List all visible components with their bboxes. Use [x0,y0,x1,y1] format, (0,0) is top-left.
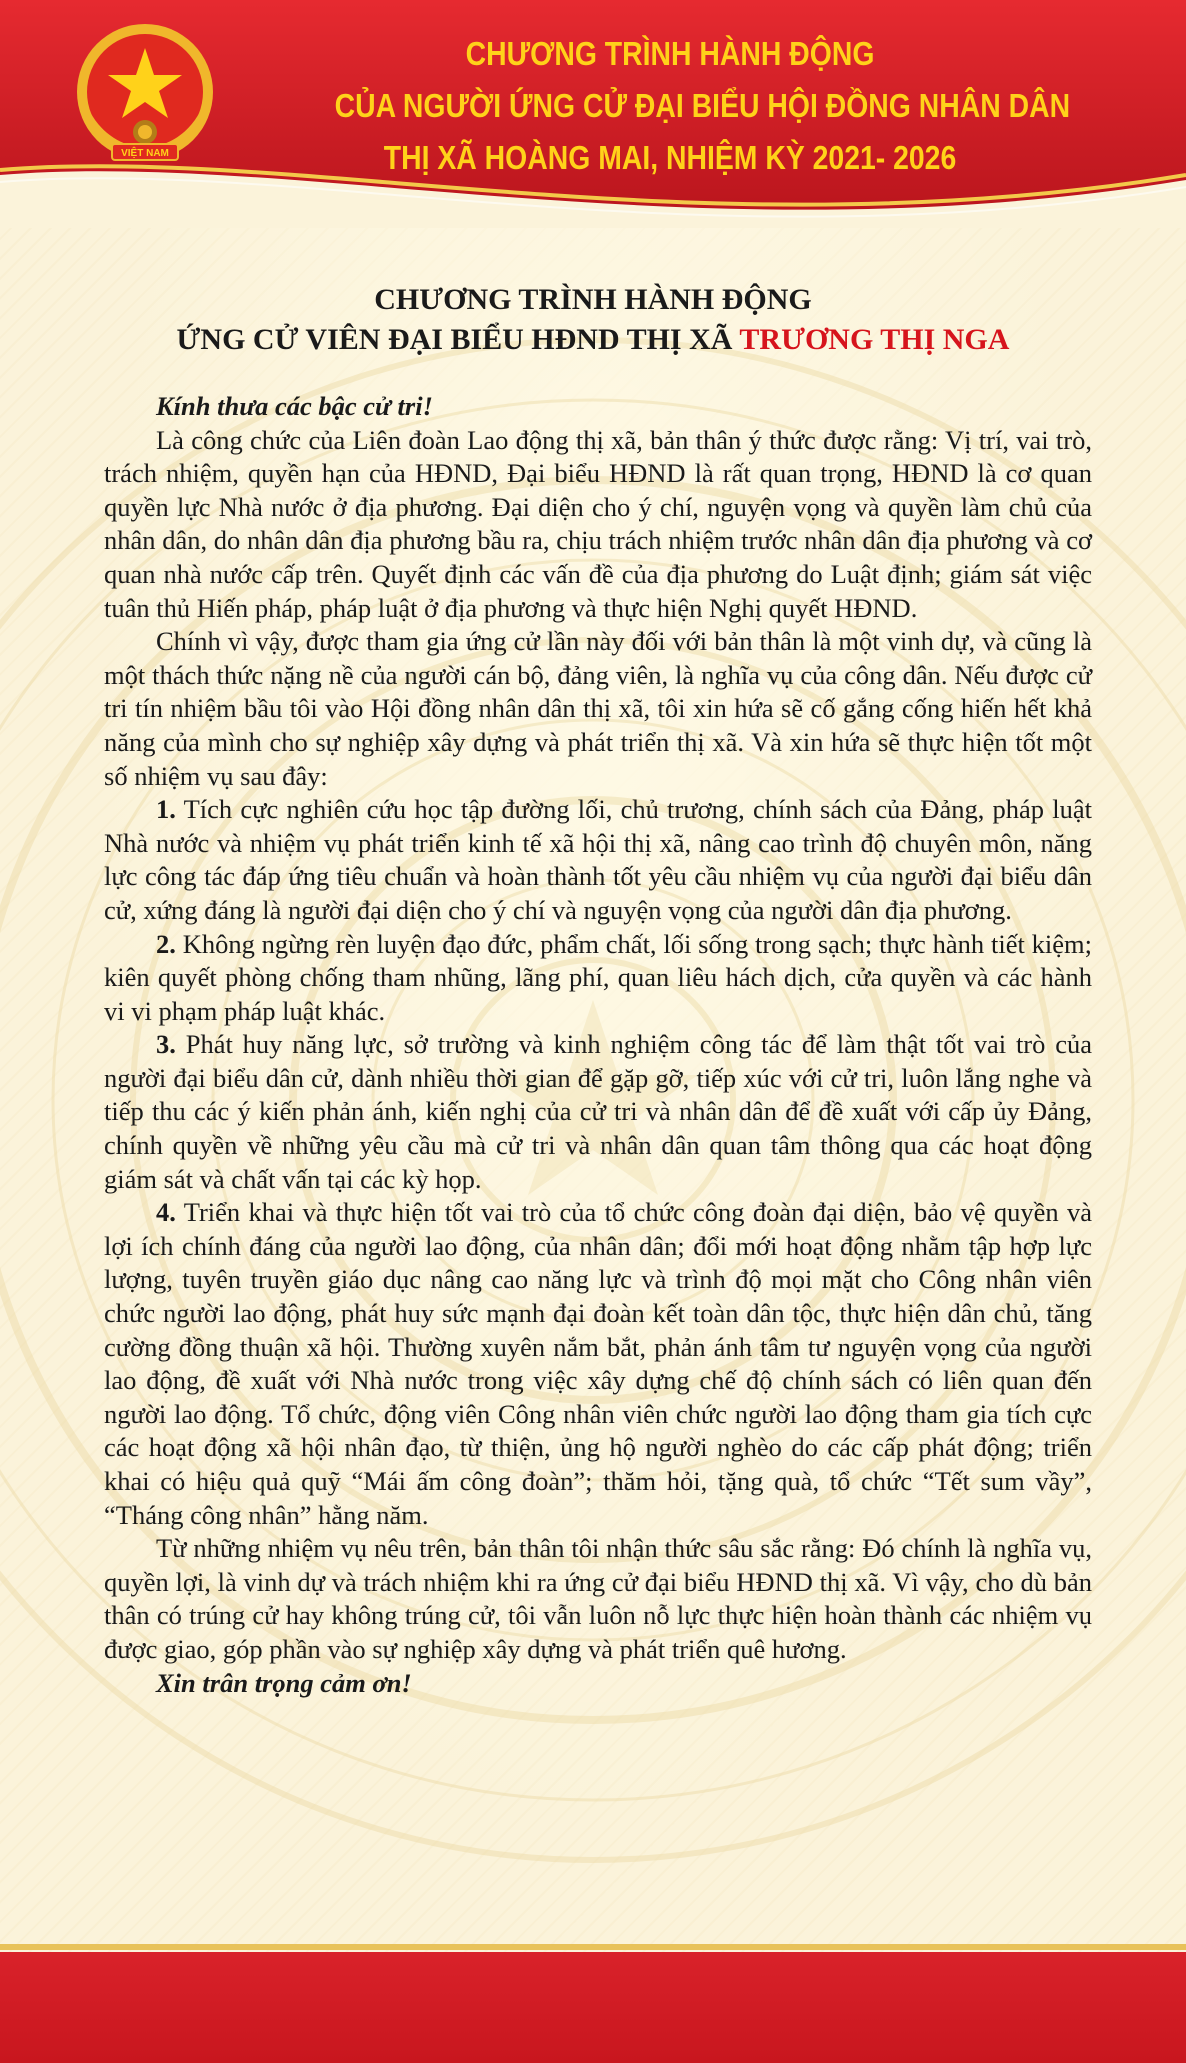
salutation: Kính thưa các bậc cử tri! [156,391,433,421]
paragraph-commitment: Chính vì vậy, được tham gia ứng cử lần này đối với bản thân là một vinh dự, và cũng là một thách thức nặng nề của người cán bộ, đảng viên, là nghĩa vụ của công dân. Nếu được cử tri tín nhiệm bầu tôi vào Hội đồng nhân dân thị xã, tôi xin hứa sẽ cố gắng cống hiến hết khả năng của mình cho sự nghiệp xây dựng và phát triển thị xã. Và xin hứa sẽ thực hiện tốt một số nhiệm vụ sau đây: [104,626,1092,791]
header-title-line-3: THỊ XÃ HOÀNG MAI, NHIỆM KỲ 2021- 2026 [383,139,957,176]
header-title-line-2: CỦA NGƯỜI ỨNG CỬ ĐẠI BIỂU HỘI ĐỒNG NHÂN DÂN [334,87,1071,124]
closing-thanks: Xin trân trọng cảm ơn! [156,1667,412,1698]
task-number: 3. [156,1029,176,1060]
header-title-line-1: CHƯƠNG TRÌNH HÀNH ĐỘNG [465,35,875,72]
task-item-4 [104,1196,1092,1532]
task-item-1 [104,793,1092,927]
candidate-name: TRƯƠNG THỊ NGA [739,323,1010,356]
task-item-3 [104,1028,1092,1196]
footer-bar [0,1952,1186,2063]
header-title [334,28,1071,184]
paragraph-conclusion: Từ những nhiệm vụ nêu trên, bản thân tôi nhận thức sâu sắc rằng: Đó chính là nghĩa vụ, quyền lợi, là vinh dự và trách nhiệm khi ra ứng cử đại biểu HĐND thị xã. Vì vậy, cho dù bản thân có trúng cử hay không trúng cử, tôi vẫn luôn nỗ lực thực hiện hoàn thành các nhiệm vụ được giao, góp phần vào sự nghiệp xây dựng và phát triển quê hương. [104,1533,1092,1664]
national-emblem-icon [70,20,220,170]
heading-line-2-prefix: ỨNG CỬ VIÊN ĐẠI BIỂU HĐND THỊ XÃ [176,323,740,356]
task-number: 2. [156,928,176,959]
heading-line-2 [90,320,1096,360]
task-item-2 [104,928,1092,1029]
emblem-text: VIỆT NAM [121,148,169,159]
task-number: 1. [156,794,176,825]
document-body [104,390,1092,1700]
task-text: Phát huy năng lực, sở trường và kinh nghiệm công tác để làm thật tốt vai trò của người đại biểu dân cử, dành nhiều thời gian để gặp gỡ, tiếp xúc với cử tri, luôn lắng nghe và tiếp thu các ý kiến phản ánh, kiến nghị của cử tri và nhân dân để đề xuất với cấp ủy Đảng, chính quyền về những yêu cầu mà cử tri và nhân dân quan tâm thông qua các hoạt động giám sát và chất vấn tại các kỳ họp. [104,1029,1092,1194]
paragraph-intro: Là công chức của Liên đoàn Lao động thị xã, bản thân ý thức được rằng: Vị trí, vai trò, trách nhiệm, quyền hạn của HĐND, Đại biểu HĐND là rất quan trọng, HĐND là cơ quan quyền lực Nhà nước ở địa phương. Đại diện cho ý chí, nguyện vọng và quyền làm chủ của nhân dân, do nhân dân địa phương bầu ra, chịu trách nhiệm trước nhân dân địa phương và cơ quan nhà nước cấp trên. Quyết định các vấn đề của địa phương do Luật định; giám sát việc tuân thủ Hiến pháp, pháp luật ở địa phương và thực hiện Nghị quyết HĐND. [104,424,1092,623]
task-text: Không ngừng rèn luyện đạo đức, phẩm chất, lối sống trong sạch; thực hành tiết kiệm; kiên quyết phòng chống tham nhũng, lãng phí, quan liêu hách dịch, cửa quyền và các hành vi vi phạm pháp luật khác. [104,928,1092,1026]
heading-line-1: CHƯƠNG TRÌNH HÀNH ĐỘNG [374,283,812,316]
document-heading [90,280,1096,360]
footer-gold-line [0,1944,1186,1950]
task-number: 4. [156,1197,176,1228]
task-text: Triển khai và thực hiện tốt vai trò của tổ chức công đoàn đại diện, bảo vệ quyền và lợi ích chính đáng của người lao động, của nhân dân; đổi mới hoạt động nhằm tập hợp lực lượng, tuyên truyền giáo dục nâng cao năng lực và trình độ mọi mặt cho Công nhân viên chức người lao động, phát huy sức mạnh đại đoàn kết toàn dân tộc, thực hiện dân chủ, tăng cường đồng thuận xã hội. Thường xuyên nắm bắt, phản ánh tâm tư nguyện vọng của người lao động, đề xuất với Nhà nước trong việc xây dựng chế độ chính sách có liên quan đến người lao động. Tổ chức, động viên Công nhân viên chức người lao động tham gia tích cực các hoạt động xã hội nhân đạo, từ thiện, ủng hộ người nghèo do các cấp phát động; triển khai có hiệu quả quỹ “Mái ấm công đoàn”; thăm hỏi, tặng quà, tổ chức “Tết sum vầy”, “Tháng công nhân” hằng năm. [104,1197,1092,1530]
task-text: Tích cực nghiên cứu học tập đường lối, chủ trương, chính sách của Đảng, pháp luật Nhà nước và nhiệm vụ phát triển kinh tế xã hội thị xã, nâng cao trình độ chuyên môn, năng lực công tác đáp ứng tiêu chuẩn và hoàn thành tốt yêu cầu nhiệm vụ của người đại biểu dân cử, xứng đáng là người đại diện cho ý chí và nguyện vọng của người dân địa phương. [104,794,1092,925]
